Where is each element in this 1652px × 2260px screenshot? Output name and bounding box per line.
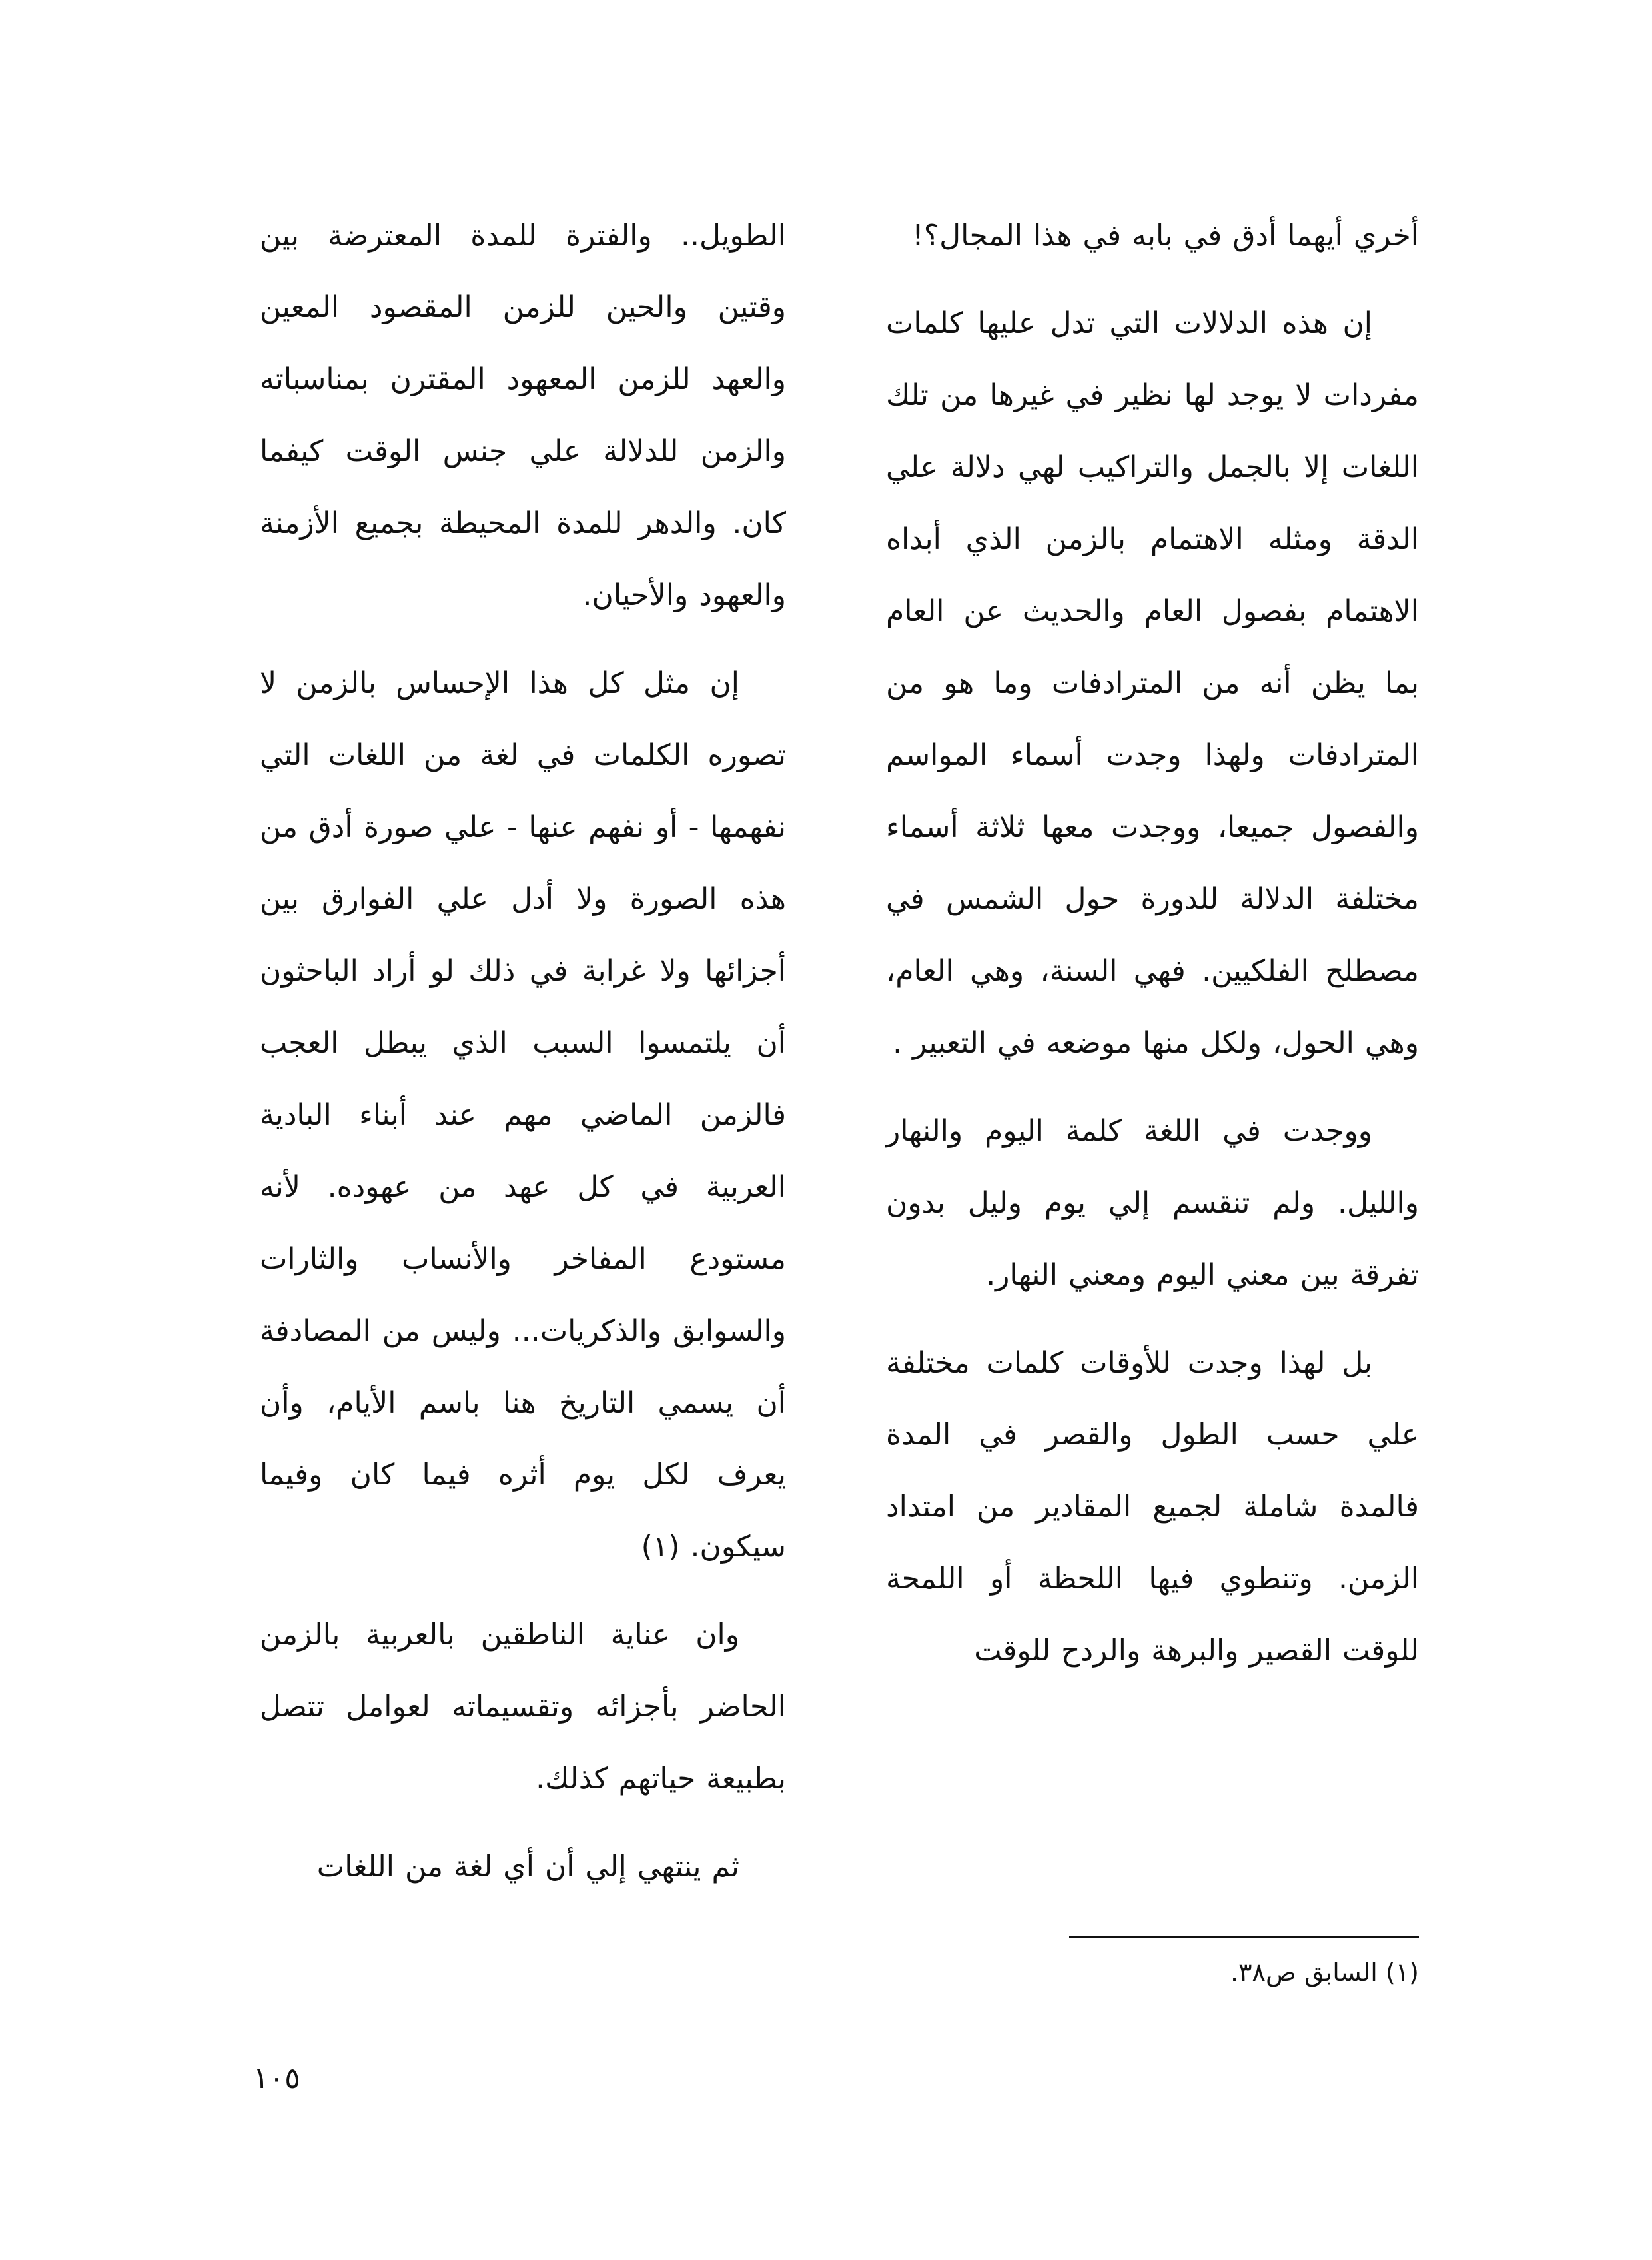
left-paragraph-4: ثم ينتهي إلي أن أي لغة من اللغات <box>316 1850 739 1884</box>
left-paragraph-1: الطويل.. والفترة للمدة المعترضة بين وقتين والحين للزمن المقصود المعين والعهد للزمن المعهود المقترن بمناسباته والزمن للدلالة علي جنس الوقت كيفما كان. والدهر للمدة المحيطة بجميع الأزمنة والعهود والأحيان. <box>260 219 786 612</box>
left-text-column <box>260 200 786 1919</box>
right-paragraph-2: إن هذه الدلالات التي تدل عليها كلمات مفردات لا يوجد لها نظير في غيرها من تلك اللغات إلا بالجمل والتراكيب لهي دلالة علي الدقة ومثله الاهتمام بالزمن الذي أبداه الاهتمام بفصول العام والحديث عن العام بما يظن أنه من المترادفات وما هو من المترادفات ولهذا وجدت أسماء المواسم والفصول جميعا، ووجدت معها ثلاثة أسماء مختلفة الدلالة للدورة حول الشمس في مصطلح الفلكيين. فهي السنة، وهي العام، وهي الحول، ولكل منها موضعه في التعبير . <box>886 306 1419 1060</box>
right-paragraph-4: بل لهذا وجدت للأوقات كلمات مختلفة علي حسب الطول والقصر في المدة فالمدة شاملة لجميع المقادير من امتداد الزمن. وتنطوي فيها اللحظة أو اللمحة للوقت القصير والبرهة والردح للوقت <box>886 1346 1419 1668</box>
footnote-divider <box>1069 1936 1419 1938</box>
right-text-column <box>886 200 1419 1703</box>
footnote: (١) السابق ص٣٨. <box>1230 1958 1419 1987</box>
left-paragraph-3: وان عناية الناطقين بالعربية بالزمن الحاضر بأجزائه وتقسيماته لعوامل تتصل بطبيعة حياتهم كذلك. <box>260 1618 786 1796</box>
page-number: ١٠٥ <box>253 2061 300 2095</box>
left-paragraph-2: إن مثل كل هذا الإحساس بالزمن لا تصوره الكلمات في لغة من اللغات التي نفهمها - أو نفهم عنها - علي صورة أدق من هذه الصورة ولا أدل علي الفوارق بين أجزائها ولا غرابة في ذلك لو أراد الباحثون أن يلتمسوا السبب الذي يبطل العجب فالزمن الماضي مهم عند أبناء البادية العربية في كل عهد من عهوده. لأنه مستودع المفاخر والأنساب والثارات والسوابق والذكريات... وليس من المصادفة أن يسمي التاريخ هنا باسم الأيام، وأن يعرف لكل يوم أثره فيما كان وفيما سيكون. (١) <box>260 666 786 1564</box>
right-paragraph-1: أخري أيهما أدق في بابه في هذا المجال؟! <box>912 219 1419 253</box>
right-paragraph-3: ووجدت في اللغة كلمة اليوم والنهار والليل. ولم تنقسم إلي يوم وليل بدون تفرقة بين معني اليوم ومعني النهار. <box>886 1114 1419 1292</box>
